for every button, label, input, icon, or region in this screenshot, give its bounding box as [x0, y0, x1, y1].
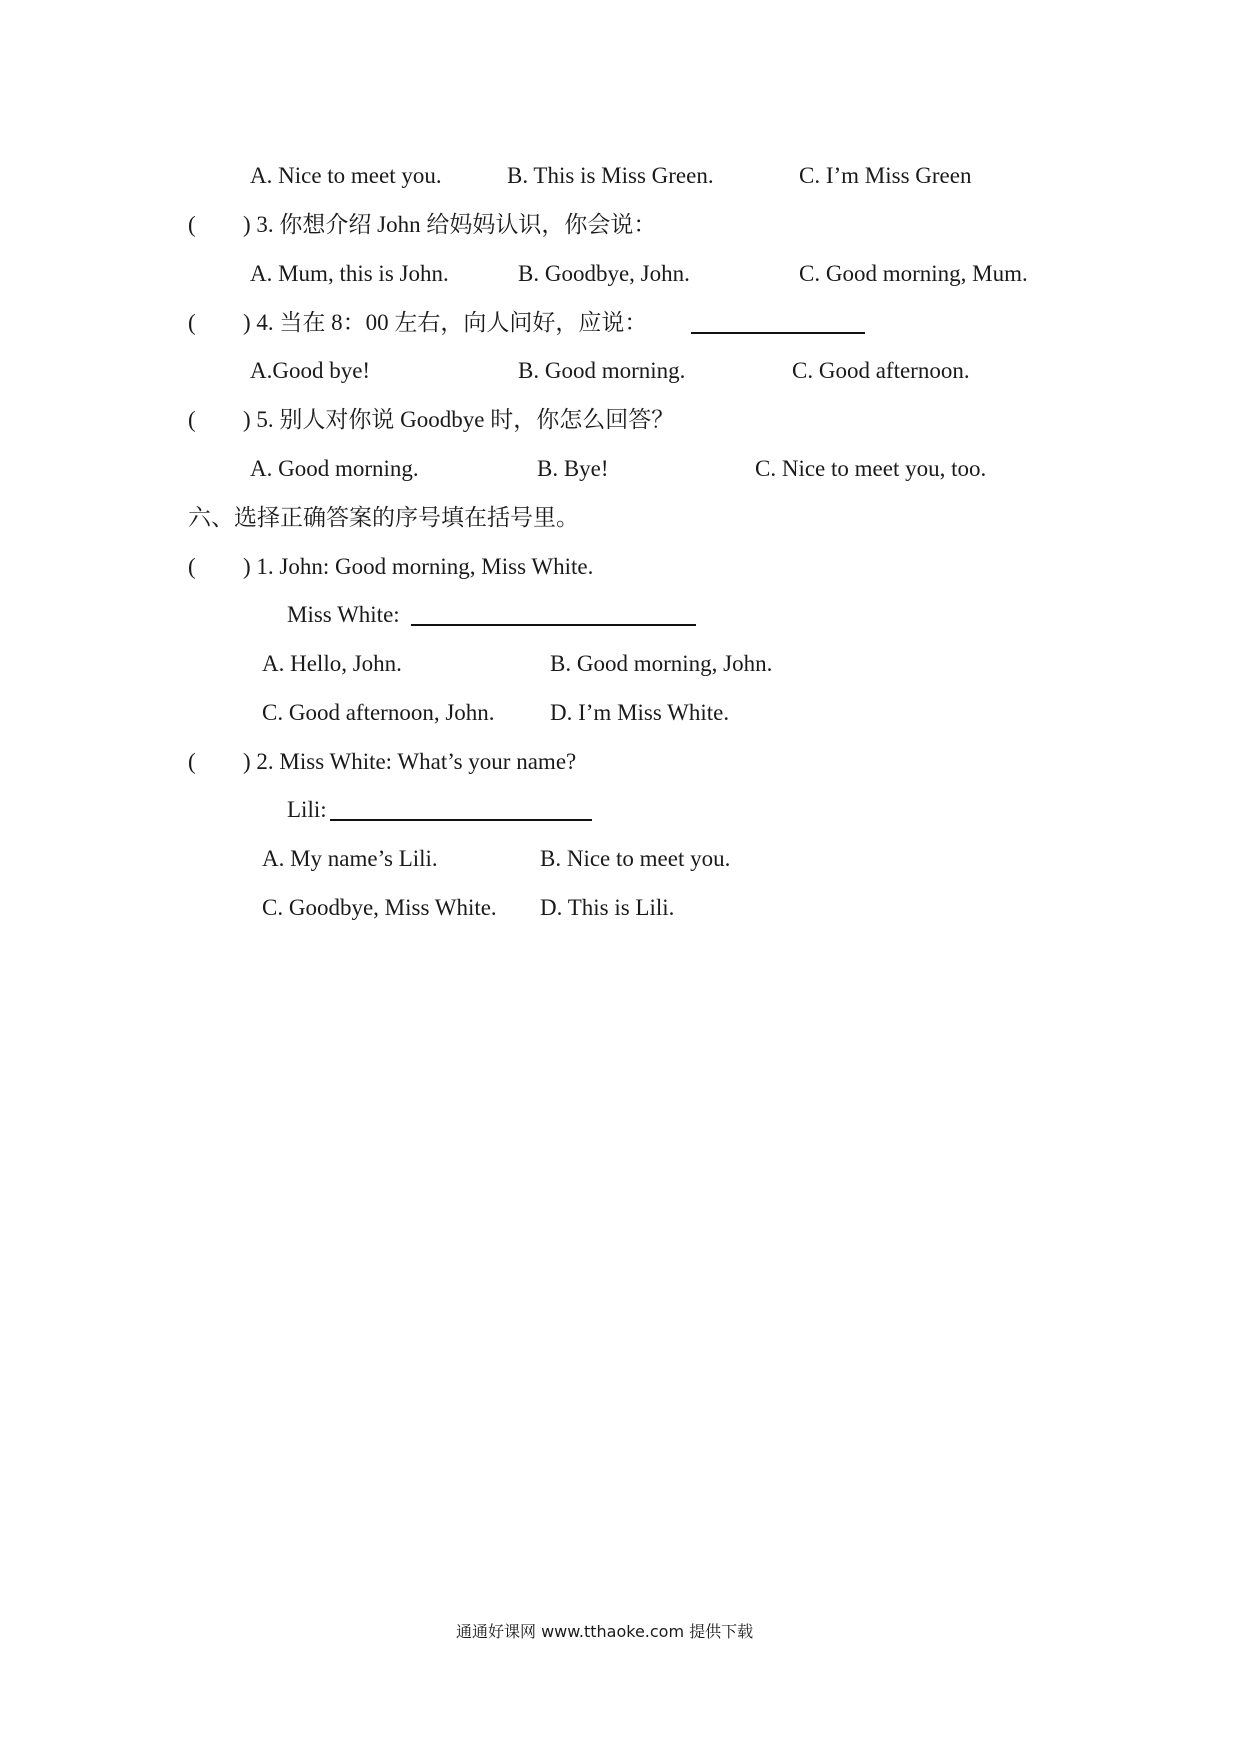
q5-option-a: A. Good morning. — [250, 456, 419, 481]
q4-answer-blank[interactable] — [691, 331, 865, 334]
q5-option-b: B. Bye! — [537, 456, 609, 481]
s6-q2-option-b: B. Nice to meet you. — [540, 846, 731, 871]
q4-question: ) 4. 当在 8：00 左右，向人问好，应说： — [243, 310, 648, 335]
s6-q1-question: ) 1. John: Good morning, Miss White. — [243, 554, 594, 579]
q4-answer-paren[interactable]: ( — [188, 310, 196, 335]
s6-q1-option-b: B. Good morning, John. — [550, 651, 773, 676]
q3-option-c: C. Good morning, Mum. — [799, 261, 1028, 286]
s6-q2-option-c: C. Goodbye, Miss White. — [262, 895, 497, 920]
q3-answer-paren[interactable]: ( — [188, 212, 196, 237]
q2-option-a: A. Nice to meet you. — [250, 163, 442, 188]
q5-question: ) 5. 别人对你说 Goodbye 时，你怎么回答？ — [243, 407, 675, 432]
s6-q1-answer-paren[interactable]: ( — [188, 554, 196, 579]
s6-q2-question: ) 2. Miss White: What’s your name? — [243, 749, 577, 774]
q2-option-b: B. This is Miss Green. — [507, 163, 714, 188]
q4-option-b: B. Good morning. — [518, 358, 686, 383]
footer-download-note: 通通好课网 www.tthaoke.com 提供下载 — [456, 1622, 754, 1641]
s6-q1-option-c: C. Good afternoon, John. — [262, 700, 495, 725]
s6-q2-answer-paren[interactable]: ( — [188, 749, 196, 774]
q3-option-b: B. Goodbye, John. — [518, 261, 690, 286]
q5-answer-paren[interactable]: ( — [188, 407, 196, 432]
s6-q2-response-label: Lili: — [287, 797, 327, 822]
s6-q1-option-d: D. I’m Miss White. — [550, 700, 730, 725]
q2-option-c: C. I’m Miss Green — [799, 163, 972, 188]
s6-q2-option-d: D. This is Lili. — [540, 895, 675, 920]
q3-option-a: A. Mum, this is John. — [250, 261, 449, 286]
q4-option-a: A.Good bye! — [250, 358, 371, 383]
section-6-heading: 六、选择正确答案的序号填在括号里。 — [188, 505, 579, 530]
q4-option-c: C. Good afternoon. — [792, 358, 970, 383]
q3-question: ) 3. 你想介绍 John 给妈妈认识，你会说： — [243, 212, 657, 237]
q5-option-c: C. Nice to meet you, too. — [755, 456, 987, 481]
s6-q2-response-blank[interactable] — [330, 818, 592, 821]
s6-q1-option-a: A. Hello, John. — [262, 651, 402, 676]
s6-q1-response-label: Miss White: — [287, 602, 400, 627]
s6-q1-response-blank[interactable] — [411, 623, 696, 626]
s6-q2-option-a: A. My name’s Lili. — [262, 846, 438, 871]
